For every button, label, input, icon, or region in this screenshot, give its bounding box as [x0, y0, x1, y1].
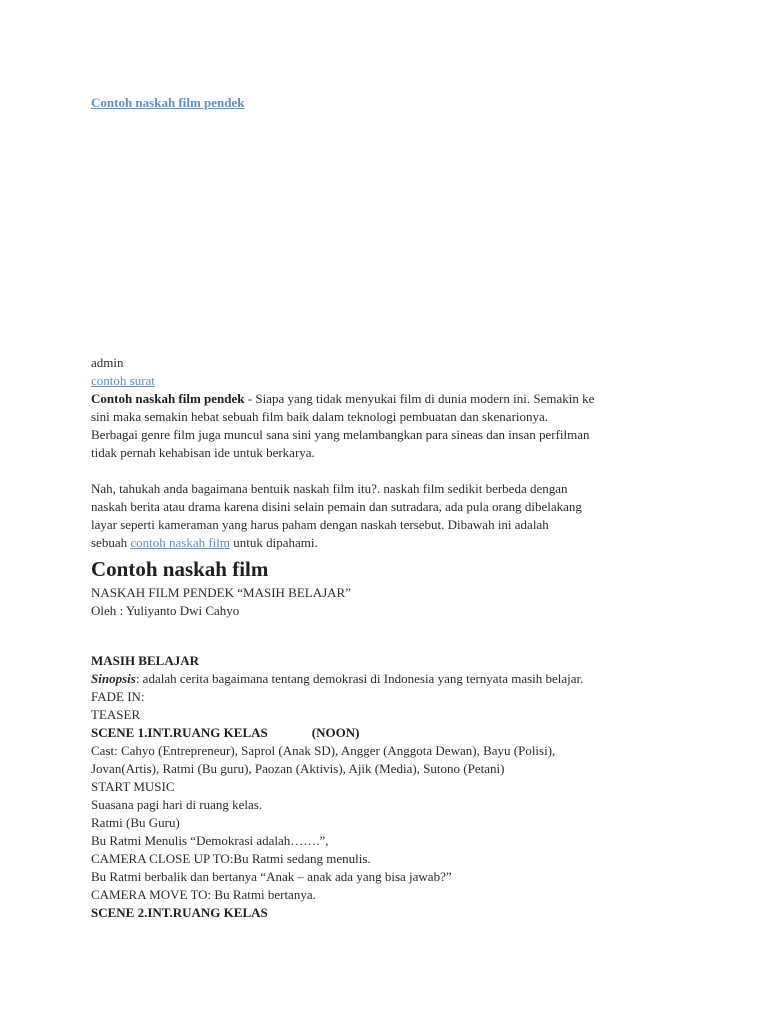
article-body [91, 354, 691, 922]
intro-p2-line-4-pre: sebuah [91, 535, 131, 550]
menulis-line: Bu Ratmi Menulis “Demokrasi adalah…….”, [91, 833, 329, 848]
article-title-link[interactable]: Contoh naskah film pendek [91, 95, 245, 110]
script-subtitle: NASKAH FILM PENDEK “MASIH BELAJAR” [91, 585, 351, 600]
intro-p2-line-4 [91, 534, 691, 552]
intro-p2-line-4-post: untuk dipahami. [230, 535, 318, 550]
synopsis-label: Sinopsis [91, 671, 136, 686]
scene-1-label: SCENE 1.INT.RUANG KELAS [91, 725, 268, 740]
camera-close-line: CAMERA CLOSE UP TO:Bu Ratmi sedang menulis. [91, 851, 371, 866]
intro-paragraph-2 [91, 480, 691, 552]
category-link[interactable]: contoh surat [91, 373, 155, 388]
ratmi-line: Ratmi (Bu Guru) [91, 815, 180, 830]
berbalik-line: Bu Ratmi berbalik dan bertanya “Anak – anak ada yang bisa jawab?” [91, 869, 452, 884]
script-body [91, 652, 691, 922]
cast-line-1: Cast: Cahyo (Entrepreneur), Saprol (Anak SD), Angger (Anggota Dewan), Bayu (Polisi), [91, 743, 556, 758]
intro-paragraph-1 [91, 390, 691, 462]
camera-move-line: CAMERA MOVE TO: Bu Ratmi bertanya. [91, 887, 316, 902]
scene-1-heading [91, 724, 691, 742]
intro-lead-bold: Contoh naskah film pendek [91, 391, 245, 406]
script-title: MASIH BELAJAR [91, 653, 199, 668]
intro-p2-line-2: naskah berita atau drama karena disini selain pemain dan sutradara, ada pula orang dibelakang [91, 499, 582, 514]
section-heading: Contoh naskah film [91, 557, 269, 581]
scene-2-heading: SCENE 2.INT.RUANG KELAS [91, 905, 268, 920]
script-header [91, 584, 691, 620]
synopsis-line [91, 670, 691, 688]
intro-p2-line-1: Nah, tahukah anda bagaimana bentuik naskah film itu?. naskah film sedikit berbeda dengan [91, 481, 568, 496]
intro-p1-line-1-rest: - Siapa yang tidak menyukai film di dunia modern ini. Semakin ke [244, 391, 595, 406]
fade-in-line: FADE IN: [91, 689, 145, 704]
intro-p2-line-3: layar seperti kameraman yang harus paham dengan naskah tersebut. Dibawah ini adalah [91, 517, 549, 532]
cast-line-2: Jovan(Artis), Ratmi (Bu guru), Paozan (Aktivis), Ajik (Media), Sutono (Petani) [91, 761, 505, 776]
suasana-line: Suasana pagi hari di ruang kelas. [91, 797, 263, 812]
synopsis-text: : adalah cerita bagaimana tentang demokrasi di Indonesia yang ternyata masih belajar. [135, 671, 584, 686]
start-music-line: START MUSIC [91, 779, 175, 794]
section-gap [91, 620, 691, 652]
intro-p1-line-3: Berbagai genre film juga muncul sana sini yang melambangkan para sineas dan insan perfilman [91, 427, 590, 442]
intro-p1-line-2: sini maka semakin hebat sebuah film baik dalam teknologi pembuatan dan skenarionya. [91, 409, 549, 424]
scene-1-time: (NOON) [311, 725, 360, 740]
intro-p1-line-4: tidak pernah kehabisan ide untuk berkarya. [91, 445, 315, 460]
paragraph-gap [91, 462, 691, 480]
category-line [91, 372, 691, 390]
intro-p1-line-1 [91, 390, 691, 408]
teaser-line: TEASER [91, 707, 141, 722]
script-author: Oleh : Yuliyanto Dwi Cahyo [91, 603, 240, 618]
contoh-naskah-film-link[interactable]: contoh naskah film [130, 535, 231, 550]
author-name: admin [91, 355, 124, 370]
